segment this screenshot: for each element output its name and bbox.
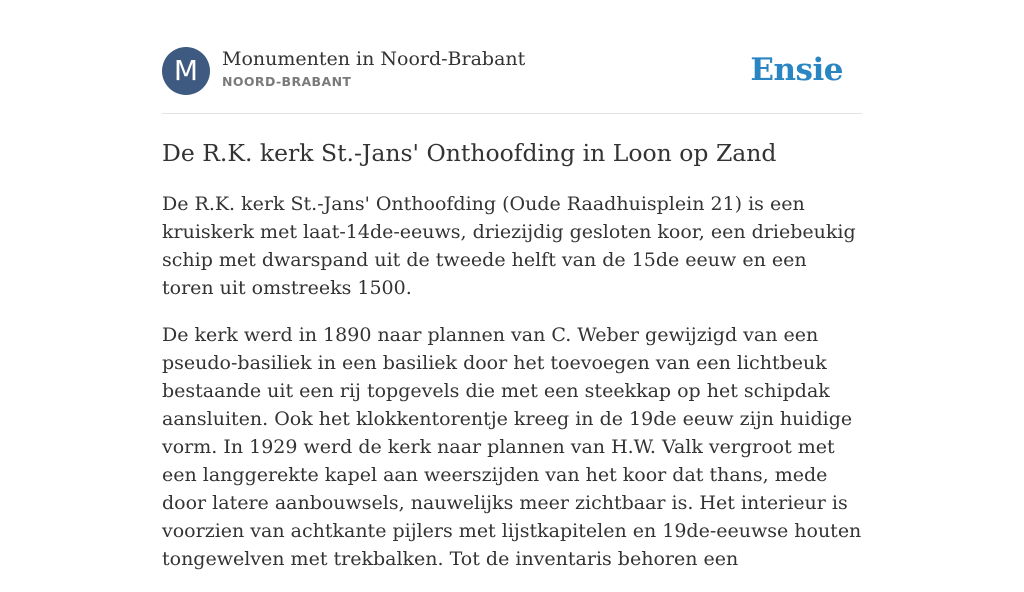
publication-header bbox=[162, 47, 862, 95]
publication-subtitle[interactable]: NOORD-BRABANT bbox=[222, 74, 352, 89]
article-paragraph: De kerk werd in 1890 naar plannen van C. Weber gewijzigd van een pseudo-basiliek in een basiliek door het toevoegen van een lichtbeuk bestaande uit een rij topgevels die met een steekkap op het schipdak aansluiten. Ook het klokkentorentje kreeg in de 19de eeuw zijn huidige vorm. In 1929 werd de kerk naar plannen van H.W. Valk vergroot met een langgerekte kapel aan weerszijden van het koor dat thans, mede door latere aanbouwsels, nauwelijks meer zichtbaar is. Het interieur is voorzien van achtkante pijlers met lijstkapitelen en 19de-eeuwse houten tongewelven met trekbalken. Tot de inventaris behoren een bbox=[162, 324, 862, 570]
header-divider bbox=[162, 113, 862, 114]
article-title: De R.K. kerk St.-Jans' Onthoofding in Loon op Zand bbox=[162, 139, 777, 167]
article-paragraph: De R.K. kerk St.-Jans' Onthoofding (Oude Raadhuisplein 21) is een kruiskerk met laat-14de-eeuws, driezijdig gesloten koor, een driebeukig schip met dwarspand uit de tweede helft van de 15de eeuw en een toren uit omstreeks 1500. bbox=[162, 193, 856, 299]
publication-title[interactable]: Monumenten in Noord-Brabant bbox=[222, 48, 526, 70]
avatar[interactable]: M bbox=[162, 47, 210, 95]
article-body bbox=[162, 190, 862, 592]
brand-logo[interactable]: Ensie bbox=[750, 52, 843, 88]
